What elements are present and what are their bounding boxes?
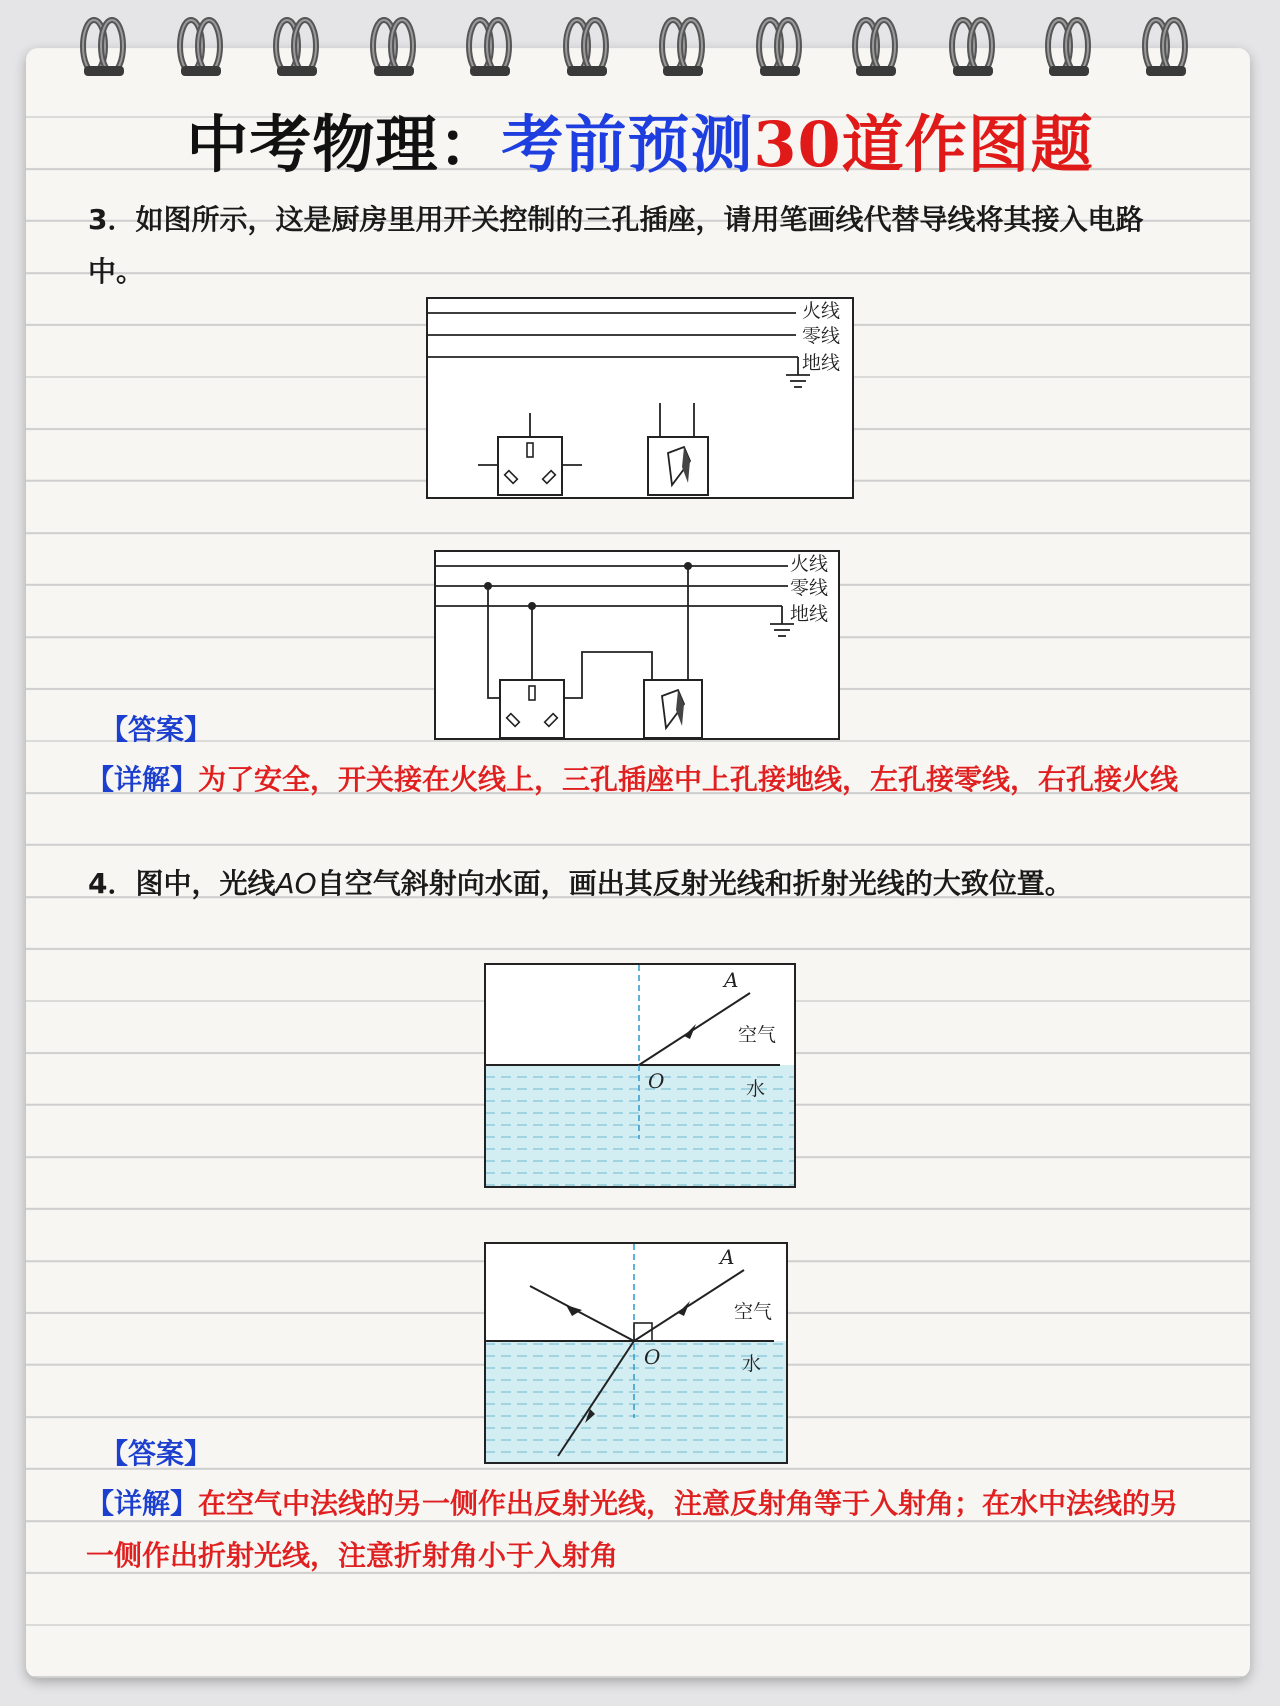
question-3-text: 3．如图所示，这是厨房里用开关控制的三孔插座，请用笔画线代替导线将其接入电路中。 (88, 203, 1144, 288)
question-4-ray-name: AO (275, 867, 317, 900)
binder-ring-icon (947, 8, 999, 82)
label-neutral-wire: 零线 (790, 577, 829, 599)
binder-ring-icon (850, 8, 902, 82)
air-label: 空气 (734, 1301, 773, 1323)
binder-ring-icon (271, 8, 323, 82)
point-o-label: O (648, 1069, 665, 1093)
question-4-answer-label: 【答案】 (100, 1437, 213, 1470)
detail-label: 【详解】 (86, 1487, 199, 1520)
label-earth-wire: 地线 (802, 352, 841, 374)
question-4-text-start: 4．图中，光线 (88, 867, 276, 900)
question-4-text-end: 自空气斜射向水面，画出其反射光线和折射光线的大致位置。 (316, 867, 1073, 900)
detail-text: 为了安全，开关接在火线上，三孔插座中上孔接地线，左孔接零线，右孔接火线 (198, 763, 1179, 796)
label-live-wire: 火线 (790, 553, 829, 575)
title-part-2: 考前预测 (501, 108, 754, 181)
binder-ring-icon (78, 8, 130, 82)
water-label: 水 (746, 1078, 766, 1100)
question-4-text (88, 858, 1198, 910)
label-neutral-wire: 零线 (802, 325, 841, 347)
spiral-binding (0, 0, 1280, 80)
label-earth-wire: 地线 (790, 603, 829, 625)
question-4-figure (484, 963, 796, 1188)
binder-ring-icon (175, 8, 227, 82)
binder-ring-icon (657, 8, 709, 82)
detail-text: 在空气中法线的另一侧作出反射光线，注意反射角等于入射角；在水中法线的另一侧作出折射光线，注意折射角小于入射角 (86, 1487, 1179, 1572)
junction-dot (528, 602, 536, 610)
air-label: 空气 (738, 1024, 777, 1046)
water-label: 水 (742, 1353, 762, 1375)
binder-ring-icon (561, 8, 613, 82)
point-o-label: O (644, 1345, 661, 1369)
detail-label: 【详解】 (86, 763, 199, 796)
wall-switch-icon (644, 680, 702, 738)
point-a-label: A (724, 968, 739, 992)
three-hole-socket-icon (500, 680, 564, 738)
question-3-answer-figure (434, 550, 840, 740)
binder-ring-icon (1140, 8, 1192, 82)
question-4-answer-figure (484, 1242, 788, 1464)
page-title (0, 95, 1280, 184)
binder-ring-icon (368, 8, 420, 82)
label-live-wire: 火线 (802, 300, 841, 322)
junction-dot (684, 562, 692, 570)
binder-ring-icon (754, 8, 806, 82)
binder-ring-icon (464, 8, 516, 82)
question-3-figure (426, 297, 854, 499)
title-part-1: 中考物理： (186, 108, 502, 181)
binder-ring-icon (1043, 8, 1095, 82)
question-3-detail (86, 754, 1196, 806)
title-part-3: 30道作图题 (753, 108, 1094, 181)
point-a-label: A (720, 1245, 735, 1269)
junction-dot (484, 582, 492, 590)
question-4-detail (86, 1478, 1196, 1582)
question-3-answer-label: 【答案】 (100, 713, 213, 746)
